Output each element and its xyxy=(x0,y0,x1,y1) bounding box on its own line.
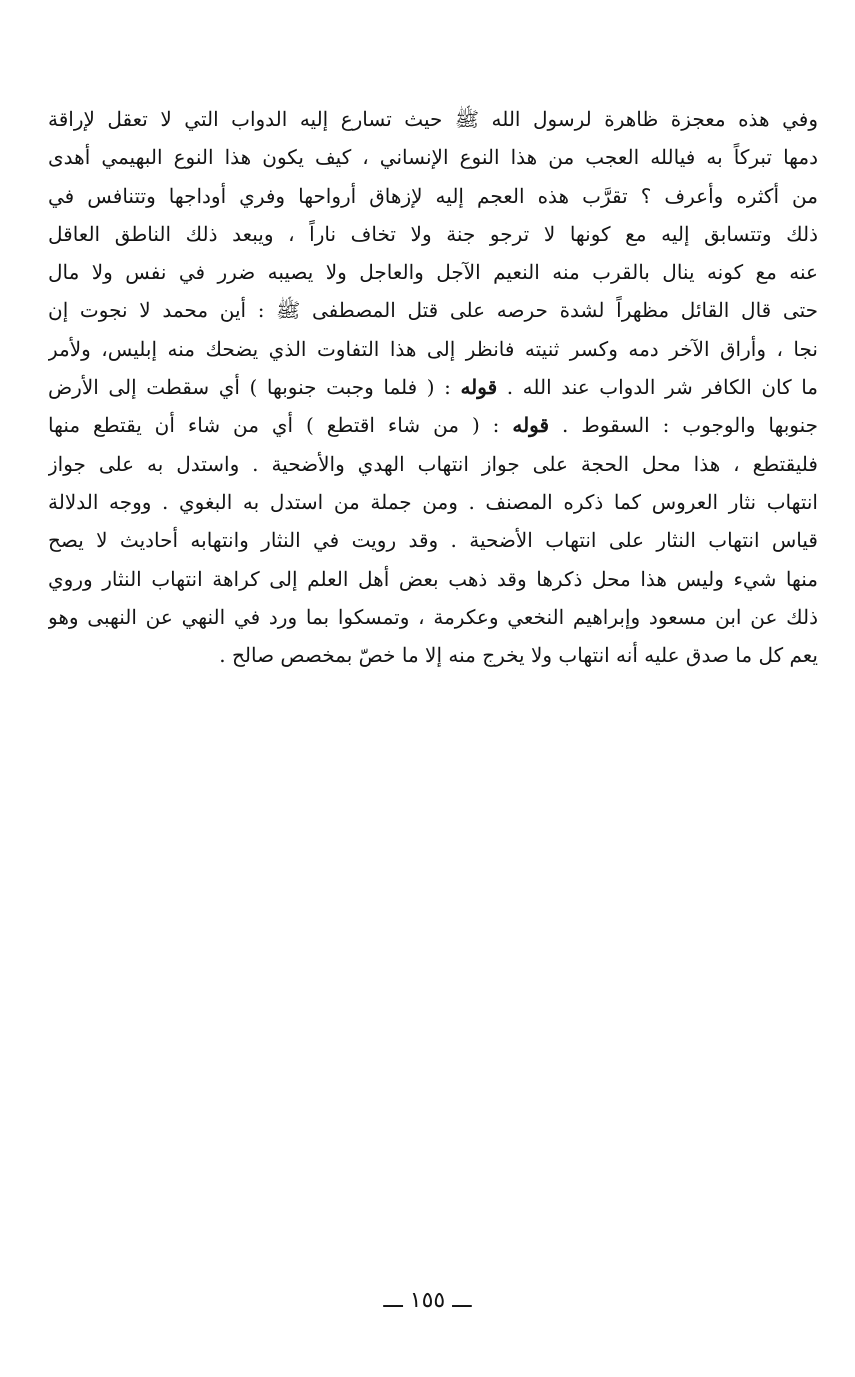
text-segment: ذلك وتتسابق إليه مع كونها لا ترجو جنة ولا تخاف ناراً ، ويبعد ذلك الناطق العاقل xyxy=(48,221,818,246)
text-segment: ما كان الكافر شر الدواب عند الله . xyxy=(497,375,818,400)
bold-keyword: قوله xyxy=(460,375,498,400)
text-segment: انتهاب نثار العروس كما ذكره المصنف . ومن جملة من استدل به البغوي . ووجه الدلالة xyxy=(48,489,818,514)
text-line xyxy=(48,291,818,329)
text-line xyxy=(48,406,818,444)
text-segment: نجا ، وأراق الآخر دمه وكسر ثنيته فانظر إلى هذا التفاوت الذي يضحك منه إبليس، ولأمر xyxy=(48,336,818,361)
text-line xyxy=(48,598,818,636)
text-segment: جنوبها والوجوب : السقوط . xyxy=(549,413,818,438)
text-segment: منها شيء وليس هذا محل ذكرها وقد ذهب بعض أهل العلم إلى كراهة انتهاب النثار وروي xyxy=(48,566,818,591)
text-segment: يعم كل ما صدق عليه أنه انتهاب ولا يخرج منه إلا ما خصّ بمخصص صالح . xyxy=(219,643,818,668)
text-line xyxy=(48,330,818,368)
page-footer xyxy=(0,1288,855,1313)
text-line xyxy=(48,177,818,215)
bold-keyword: قوله xyxy=(512,413,550,438)
text-line xyxy=(48,483,818,521)
text-line xyxy=(48,636,818,674)
text-segment: من أكثره وأعرف ؟ تقرَّب هذه العجم إليه لإزهاق أرواحها وفري أوداجها وتتنافس في xyxy=(48,183,818,208)
text-line xyxy=(48,560,818,598)
text-line xyxy=(48,138,818,176)
text-segment: : ( فلما وجبت جنوبها ) أي سقطت إلى الأرض xyxy=(48,375,461,400)
text-segment: ذلك عن ابن مسعود وإبراهيم النخعي وعكرمة ، وتمسكوا بما ورد في النهي عن النهبى وهو xyxy=(48,604,818,629)
text-line xyxy=(48,521,818,559)
text-line xyxy=(48,253,818,291)
text-segment: فليقتطع ، هذا محل الحجة على جواز انتهاب الهدي والأضحية . واستدل به على جواز xyxy=(48,451,818,476)
body-text xyxy=(48,100,818,674)
page-number: ـــ ١٥٥ ـــ xyxy=(383,1288,472,1313)
text-line xyxy=(48,100,818,138)
text-segment: وفي هذه معجزة ظاهرة لرسول الله ﷺ حيث تسارع إليه الدواب التي لا تعقل لإراقة xyxy=(48,107,818,131)
text-segment: : ( من شاء اقتطع ) أي من شاء أن يقتطع منها xyxy=(48,413,513,438)
text-line xyxy=(48,368,818,406)
text-segment: حتى قال القائل مظهراً لشدة حرصه على قتل المصطفى ﷺ : أين محمد لا نجوت إن xyxy=(48,298,818,323)
text-line xyxy=(48,445,818,483)
text-segment: عنه مع كونه ينال بالقرب منه النعيم الآجل والعاجل ولا يصيبه ضرر في نفس ولا مال xyxy=(48,260,818,285)
text-segment: قياس انتهاب النثار على انتهاب الأضحية . وقد رويت في النثار وانتهابه أحاديث لا يصح xyxy=(48,528,818,553)
text-segment: دمها تبركاً به فيالله العجب من هذا النوع الإنساني ، كيف يكون هذا النوع البهيمي أهدى xyxy=(48,145,818,170)
text-line xyxy=(48,215,818,253)
